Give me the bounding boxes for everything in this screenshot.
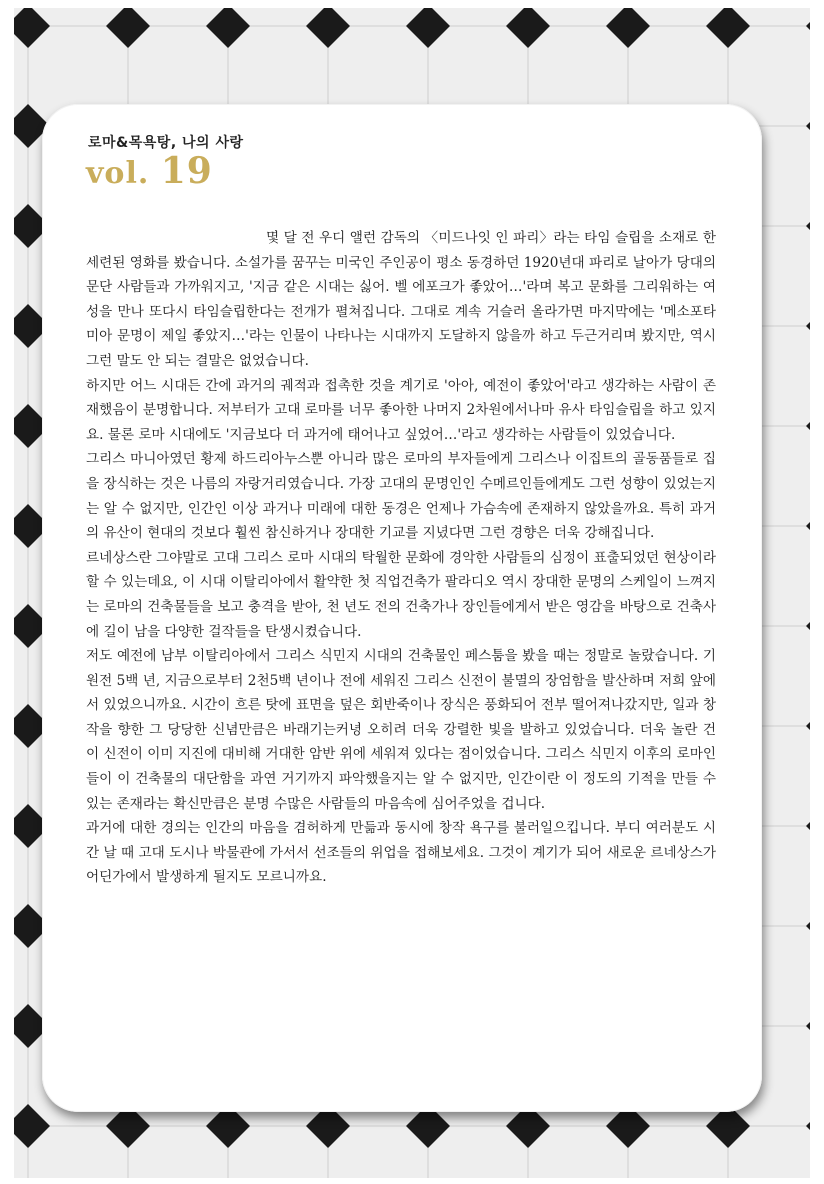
article-paragraph: 하지만 어느 시대든 간에 과거의 궤적과 접촉한 것을 계기로 '아아, 예전이 좋았어'라고 생각하는 사람이 존재했음이 분명합니다. 저부터가 고대 로마를 너무 좋아한 나머지 2차원에서나마 유사 타임슬립을 하고 있지요. 물론 로마 시대에도 '지금보다 더 과거에 태어나고 싶었어…'라고 생각하는 사람들이 있었습니다. (86, 377, 716, 443)
article-paragraph: 그리스 마니아였던 황제 하드리아누스뿐 아니라 많은 로마의 부자들에게 그리스나 이집트의 골동품들로 집을 장식하는 것은 나름의 자랑거리였습니다. 가장 고대의 문명인인 수메르인들에게도 그런 성향이 있었는지는 알 수 없지만, 인간인 이상 과거나 미래에 대한 동경은 언제나 가슴속에 존재하지 않았을까요. 특히 과거의 유산이 현대의 것보다 훨씬 참신하거나 장대한 기교를 지녔다면 그런 경향은 더욱 강해집니다. (86, 451, 716, 542)
article-paragraph: 과거에 대한 경의는 인간의 마음을 겸허하게 만듦과 동시에 창작 욕구를 불러일으킵니다. 부디 여러분도 시간 날 때 고대 도시나 박물관에 가서서 선조들의 위업을 접해보세요. 그것이 계기가 되어 새로운 르네상스가 어딘가에서 발생하게 될지도 모르니까요. (86, 820, 716, 886)
volume-number: 19 (160, 150, 213, 192)
article-paragraph: 몇 달 전 우디 앨런 감독의 〈미드나잇 인 파리〉라는 타임 슬립을 소재로 한 세련된 영화를 봤습니다. 소설가를 꿈꾸는 미국인 주인공이 평소 동경하던 1920년대 파리로 날아가 당대의 문단 사람들과 가까워지고, '지금 같은 시대는 싫어. 벨 에포크가 좋았어…'라며 복고 문화를 그리워하는 여성을 만나 또다시 타임슬립한다는 전개가 펼쳐집니다. 그대로 계속 거슬러 올라가면 마지막에는 '메소포타미아 문명이 제일 좋았지…'라는 인물이 나타나는 시대까지 도달하지 않을까 하고 두근거리며 봤지만, 역시 그런 말도 안 되는 결말은 없었습니다. (86, 230, 716, 369)
volume-label (86, 150, 213, 192)
article-paragraph: 저도 예전에 남부 이탈리아에서 그리스 식민지 시대의 건축물인 페스툼을 봤을 때는 정말로 놀랐습니다. 기원전 5백 년, 지금으로부터 2천5백 년이나 전에 세워진 그리스 신전이 불멸의 장엄함을 발산하며 저희 앞에 서 있었으니까요. 시간이 흐른 탓에 표면을 덮은 회반죽이나 장식은 풍화되어 전부 떨어져나갔지만, 일과 창작을 향한 그 당당한 신념만큼은 바래기는커녕 오히려 더욱 강렬한 빛을 발하고 있었습니다. 더욱 놀란 건 이 신전이 이미 지진에 대비해 거대한 암반 위에 세워져 있다는 점이었습니다. 그리스 식민지 이후의 로마인들이 이 건축물의 대단함을 과연 거기까지 파악했을지는 알 수 없지만, 인간이란 이 정도의 기적을 만들 수 있는 존재라는 확신만큼은 분명 수많은 사람들의 마음속에 심어주었을 겁니다. (86, 648, 716, 812)
article-body (86, 226, 716, 890)
volume-prefix: vol. (86, 156, 150, 191)
article-paragraph: 르네상스란 그야말로 고대 그리스 로마 시대의 탁월한 문화에 경악한 사람들의 심정이 표출되었던 현상이라 할 수 있는데요, 이 시대 이탈리아에서 활약한 첫 직업건축가 팔라디오 역시 장대한 문명의 스케일이 느껴지는 로마의 건축물들을 보고 충격을 받아, 천 년도 전의 건축가나 장인들에게서 받은 영감을 바탕으로 건축사에 길이 남을 다양한 걸작들을 탄생시켰습니다. (86, 549, 716, 640)
series-title: 로마&목욕탕, 나의 사랑 (88, 135, 244, 151)
